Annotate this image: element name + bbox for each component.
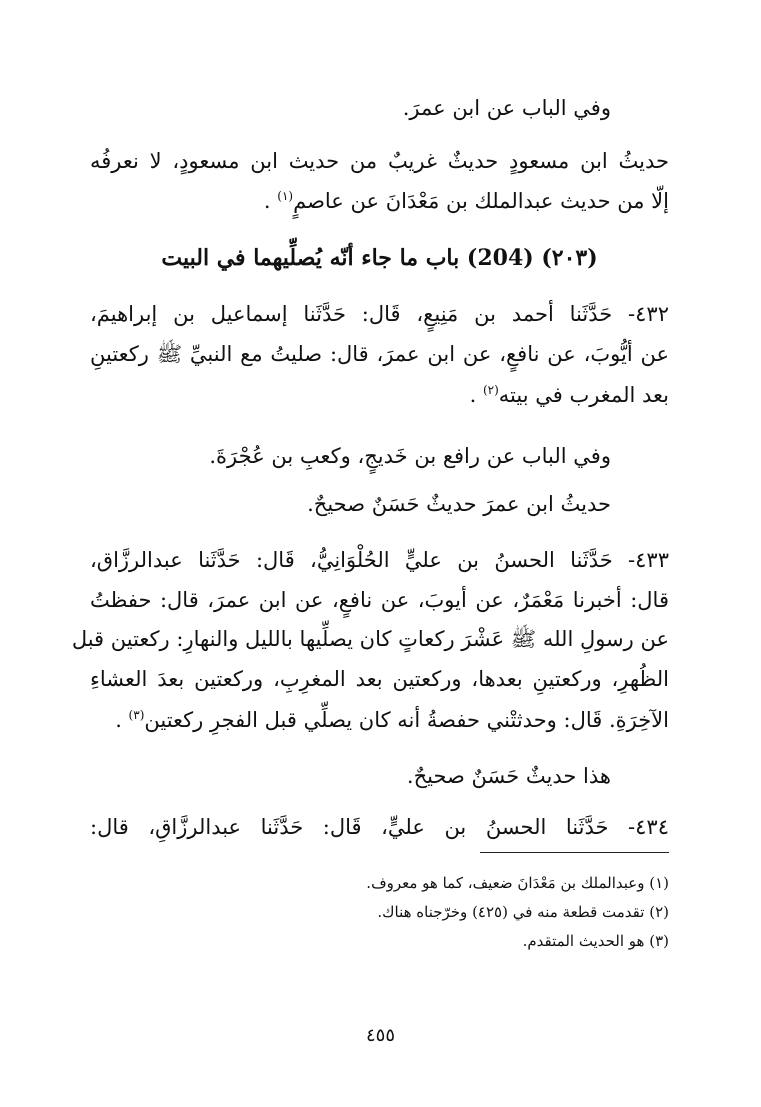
footnote-ref-2: (٢) [482,383,499,397]
text-line-7: وفي الباب عن رافع بن خَديجٍ، وكعبِ بن عُجْرَةَ. [209,444,611,468]
chapter-heading: (٢٠٣) (204) باب ما جاء أنّه يُصلِّيهما في البيت [161,245,598,271]
text-line-15: ٤٣٤- حَدَّثَنا الحسنُ بن عليٍّ، قَال: حَدَّثَنا عبدالرزَّاقِ، قال: [90,815,669,839]
text-line-3-main: إلّا من حديث عبدالملك بن مَعْدَانَ عن عاصمٍ [293,189,669,213]
text-line-8: حديثُ ابن عمرَ حديثٌ حَسَنٌ صحيحٌ. [307,492,611,516]
page-number: ٤٥٥ [365,1025,395,1046]
footnote-separator [480,852,669,853]
text-line-9: ٤٣٣- حَدَّثَنا الحسنُ بن عليٍّ الحُلْوَانِيُّ، قَال: حَدَّثَنا عبدالرزَّاق، [90,548,669,572]
text-line-3-end: . [263,189,278,213]
text-line-6-main: بعد المغرب في بيته [498,383,669,407]
footnote-ref-1: (١) [277,189,294,203]
text-line-1: وفي الباب عن ابن عمرَ. [402,96,611,120]
text-line-13 [115,705,669,735]
text-line-12: الظُهرِ، وركعتينِ بعدها، وركعتين بعد المغرِبِ، وركعتين بعدَ العشاءِ [90,667,669,691]
footnote-ref-3: (٣) [128,708,145,722]
text-line-4: ٤٣٢- حَدَّثَنا أحمد بن مَنِيعٍ، قَال: حَدَّثَنا إسماعيل بن إبراهيمَ، [90,302,669,326]
text-line-10: قال: أخبرنا مَعْمَرٌ، عن أيوبَ، عن نافعٍ، عن ابن عمرَ، قال: حفظتُ [90,588,669,612]
text-line-6-end: . [469,383,483,407]
text-line-11: عن رسولِ الله ﷺ عَشْرَ ركعاتٍ كان يصلِّيها بالليل والنهارِ: ركعتين قبل [71,627,669,651]
footnote-2: (٢) تقدمت قطعة منه في (٤٢٥) وخرّجناه هناك. [377,903,669,921]
text-line-13-main: الآخِرَةِ. قَال: وحدثتْني حفصةُ أنه كان يصلِّي قبل الفجرِ ركعتين [144,708,669,732]
text-line-6 [470,380,669,410]
text-line-13-end: . [115,708,129,732]
text-line-3 [264,186,669,216]
footnote-3: (٣) هو الحديث المتقدم. [522,932,669,950]
text-line-2: حديثُ ابن مسعودٍ حديثٌ غريبٌ من حديث ابن مسعودٍ، لا نعرفُه [90,149,669,173]
text-line-14: هذا حديثٌ حَسَنٌ صحيحٌ. [406,764,611,788]
footnote-1: (١) وعبدالملك بن مَعْدَانَ ضعيف، كما هو معروف. [366,874,669,892]
text-line-5: عن أيُّوبَ، عن نافعٍ، عن ابن عمرَ، قال: صليتُ مع النبيِّ ﷺ ركعتينِ [90,342,669,366]
